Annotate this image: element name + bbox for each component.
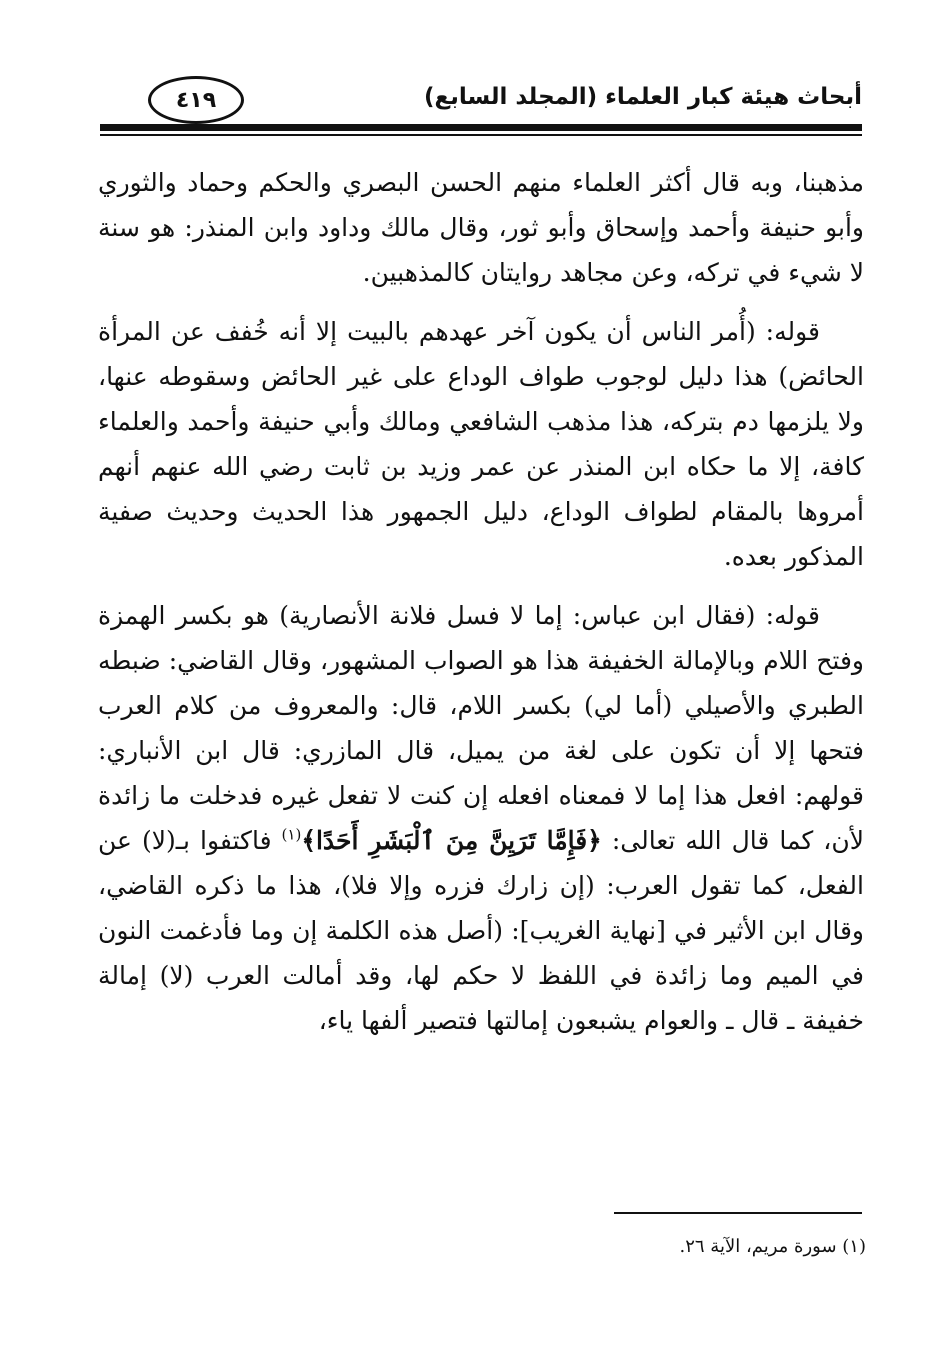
footnote: (١) سورة مريم، الآية ٢٦.	[679, 1236, 866, 1257]
paragraph-3	[98, 593, 864, 1043]
quran-verse: ﴿فَإِمَّا تَرَيِنَّ مِنَ ٱلْبَشَرِ أَحَدًا﴾	[301, 826, 602, 855]
paragraph-2: قوله: (أُمر الناس أن يكون آخر عهدهم بالبيت إلا أنه خُفف عن المرأة الحائض) هذا دليل لوجوب طواف الوداع على غير الحائض وسقوطه عنها، ولا يلزمها دم بتركه، هذا مذهب الشافعي ومالك وأبي حنيفة وأحمد والعلماء كافة، إلا ما حكاه ابن المنذر عن عمر وزيد بن ثابت رضي الله عنهم أنهم أمروها بالمقام لطواف الوداع، دليل الجمهور هذا الحديث وحديث صفية المذكور بعده.	[98, 317, 864, 571]
paragraph-3-text-b: فاكتفوا بـ(لا) عن الفعل، كما تقول العرب: (إن زارك فزره وإلا فلا)، هذا ما ذكره القاضي، وقال ابن الأثير في [نهاية الغريب]: (أصل هذه الكلمة إن وما فأدغمت النون في الميم وما زائدة في اللفظ لا حكم لها، وقد أمالت العرب (لا) إمالة خفيفة ـ قال ـ والعوام يشبعون إمالتها فتصير ألفها ياء،	[98, 826, 864, 1035]
page-header	[100, 76, 862, 124]
page-number: ٤١٩	[148, 76, 244, 124]
header-thick-rule	[100, 124, 862, 131]
running-title: أبحاث هيئة كبار العلماء (المجلد السابع)	[423, 84, 862, 110]
paragraph-3-text-a: قوله: (فقال ابن عباس: إما لا فسل فلانة الأنصارية) هو بكسر الهمزة وفتح اللام وبالإمالة الخفيفة هذا هو الصواب المشهور، وقال القاضي: ضبطه الطبري والأصيلي (أما لي) بكسر اللام، قال: والمعروف من كلام العرب فتحها إلا أن تكون على لغة من يميل، قال المازري: قال ابن الأنباري: قولهم: افعل هذا إما لا فمعناه افعله إن كنت لا تفعل غيره فدخلت ما زائدة لأن، كما قال الله تعالى:	[98, 601, 864, 855]
main-text	[98, 160, 864, 1057]
header-thin-rule	[100, 134, 862, 136]
paragraph-1: مذهبنا، وبه قال أكثر العلماء منهم الحسن البصري والحكم وحماد والثوري وأبو حنيفة وأحمد وإسحاق وأبو ثور، وقال مالك وداود وابن المنذر: هو سنة لا شيء في تركه، وعن مجاهد روايتان كالمذهبين.	[98, 168, 864, 287]
footnote-separator	[614, 1212, 862, 1214]
footnote-reference: (١)	[281, 825, 302, 844]
